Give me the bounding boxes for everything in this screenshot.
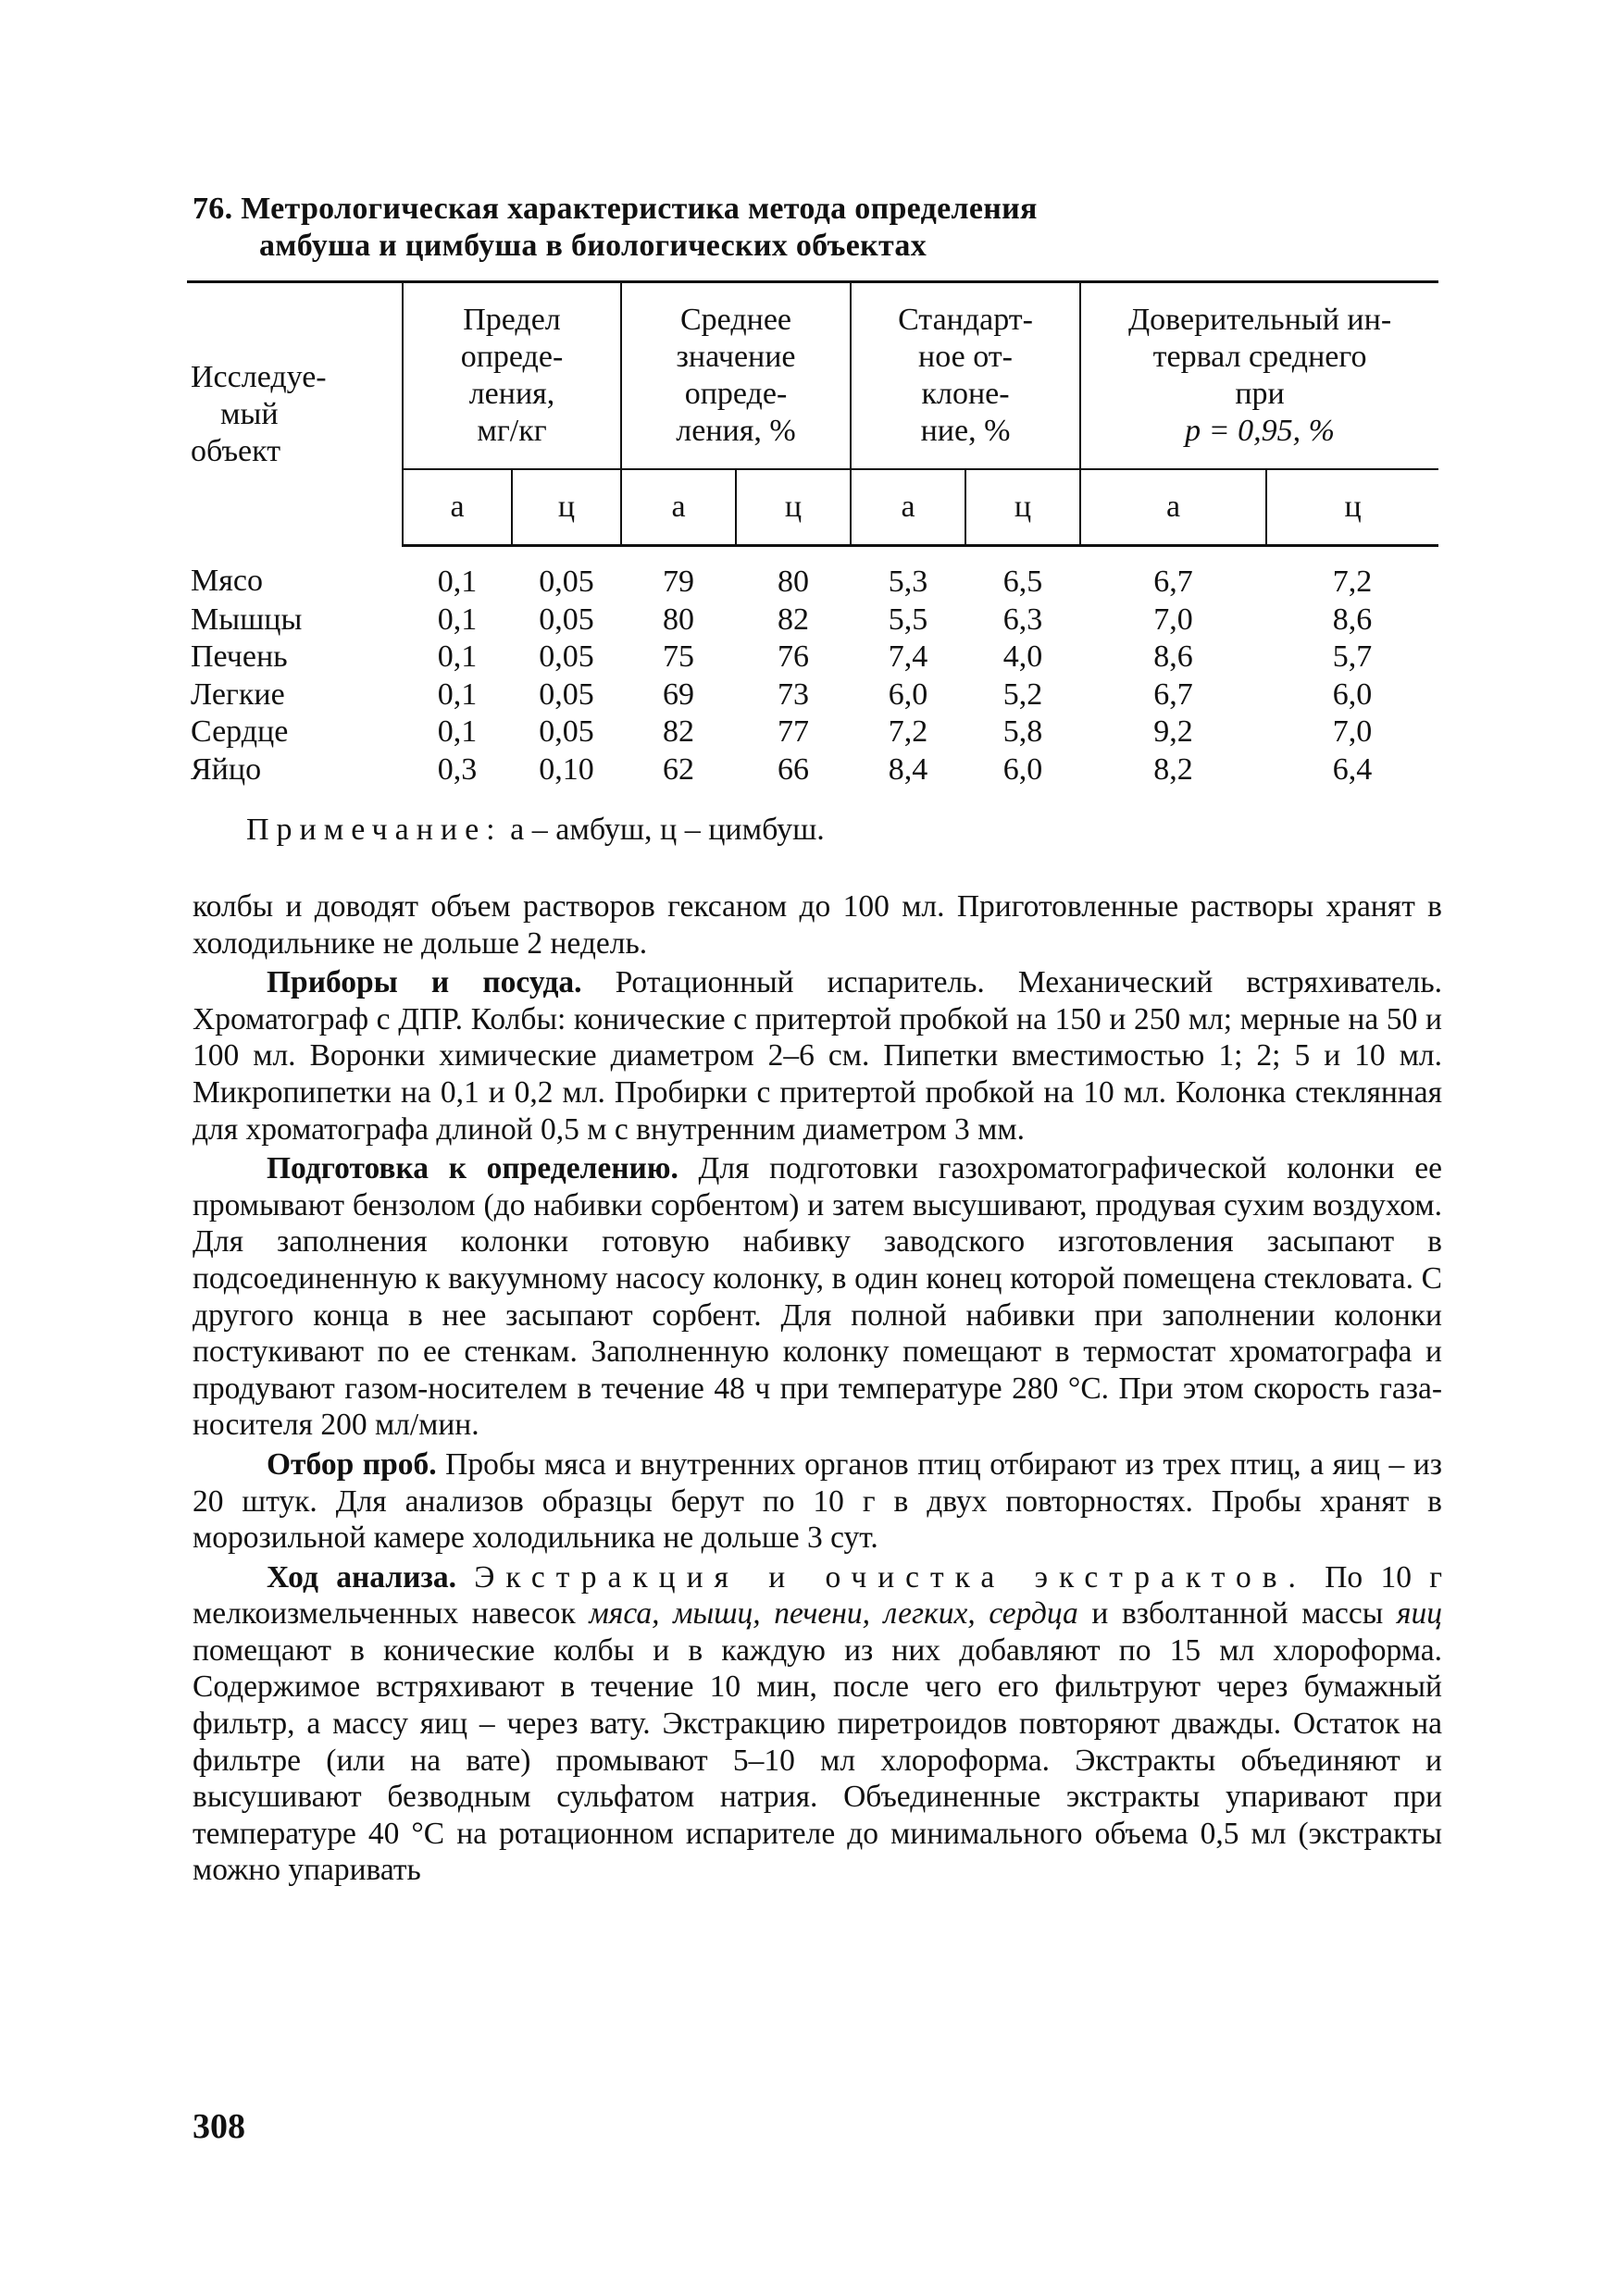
cell: 77 (778, 714, 809, 749)
header-confidence-interval: Доверительный ин- тервал среднего при p = 0,95, % (1080, 282, 1438, 470)
paragraph: Приборы и посуда. Ротационный испаритель. Механический встряхиватель. Хроматограф с ДПР. Колбы: конические с притертой пробкой на 150 и 250 мл; мерные на 50 и 100 мл. Воронки химические диаметром 2–6 см. Пипетки вместимостью 1; 2; 5 и 10 мл. Микропипетки на 0,1 и 0,2 мл. Пробирки с притертой пробкой на 10 мл. Колонка стеклянная для хроматографа длиной 0,5 м с внутренним диаметром 3 мм. (193, 965, 1442, 1147)
cell: 80 (663, 602, 694, 637)
cell: 0,1 (437, 676, 478, 712)
cell: 6,3 (1002, 602, 1043, 637)
table-note (246, 812, 825, 849)
cell: 69 (663, 676, 694, 712)
cell: 82 (663, 714, 694, 749)
page-number: 308 (193, 2107, 245, 2146)
table-row (187, 751, 1438, 789)
cell: 0,1 (437, 714, 478, 749)
subheader-a: а (851, 469, 965, 546)
subheader-c: ц (736, 469, 851, 546)
cell: 7,0 (1332, 714, 1373, 749)
cell: 80 (778, 565, 809, 599)
cell: 0,1 (437, 602, 478, 637)
cell: 7,2 (1332, 565, 1373, 599)
cell: 0,05 (539, 639, 594, 674)
cell: 5,8 (1002, 714, 1043, 749)
row-object-name: Мясо (191, 564, 263, 599)
cell: 8,6 (1153, 639, 1193, 674)
cell: 7,4 (888, 639, 928, 674)
header-detection-limit: Предел опреде- ления, мг/кг (403, 282, 621, 470)
cell: 6,5 (1002, 565, 1043, 599)
cell: 0,1 (437, 565, 478, 599)
cell: 82 (778, 602, 809, 637)
row-object-name: Яйцо (191, 751, 262, 787)
body-text (193, 888, 1442, 1892)
cell: 75 (663, 639, 694, 674)
paragraph: Ход анализа. Экстракция и очистка экстрактов. По 10 г мелкоизмельченных навесок мяса, мышц, печени, легких, сердца и взболтанной массы яиц помещают в конические колбы и в каждую из них добавляют по 15 мл хлороформа. Содержимое встряхивают в течение 10 мин, после чего его фильтруют через бумажный фильтр, а массу яиц – через вату. Экстракцию пиретроидов повторяют дважды. Остаток на фильтре (или на вате) промывают 5–10 мл хлороформа. Экстракты объединяют и высушивают безводным сульфатом натрия. Объединенные экстракты упаривают при температуре 40 °С на ротационном испарителе до минимального объема 0,5 мл (экстракты можно упаривать (193, 1559, 1442, 1888)
paragraph: Подготовка к определению. Для подготовки газохроматографической колонки ее промывают бензолом (до набивки сорбентом) и затем высушивают, продувая сухим воздухом. Для заполнения колонки готовую набивку заводского изготовления засыпают в подсоединенную к вакуумному насосу колонку, в один конец которой помещена стекловата. С другого конца в нее засыпают сорбент. Для полной набивки при заполнении колонки постукивают по ее стенкам. Заполненную колонку помещают в термостат хроматографа и продувают газом-носителем в течение 48 ч при температуре 280 °С. При этом скорость газа-носителя 200 мл/мин. (193, 1151, 1442, 1443)
paragraph-heading: Подготовка к определению. (267, 1151, 678, 1186)
paragraph-heading: Приборы и посуда. (267, 965, 582, 1000)
cell: 6,7 (1153, 676, 1193, 712)
paragraph: колбы и доводят объем растворов гексаном до 100 мл. Приготовленные растворы хранят в холодильнике не дольше 2 недель. (193, 889, 1442, 961)
row-object-name: Легкие (191, 676, 285, 712)
subheader-a: а (1080, 469, 1266, 546)
cell: 5,5 (888, 602, 928, 637)
cell: 6,4 (1332, 751, 1373, 787)
cell: 6,0 (1002, 751, 1043, 787)
table-title (193, 191, 1442, 265)
cell: 0,05 (539, 565, 594, 599)
metrology-table (187, 280, 1438, 788)
paragraph: Отбор проб. Пробы мяса и внутренних органов птиц отбирают из трех птиц, а яиц – из 20 штук. Для анализов образцы берут по 10 г в двух повторностях. Пробы хранят в морозильной камере холодильника не дольше 3 сут. (193, 1446, 1442, 1556)
table-row (187, 546, 1438, 602)
row-object-name: Сердце (191, 714, 289, 749)
table-row (187, 639, 1438, 676)
cell: 0,05 (539, 602, 594, 637)
cell: 66 (778, 751, 809, 787)
cell: 0,05 (539, 714, 594, 749)
cell: 6,7 (1153, 565, 1193, 599)
cell: 5,7 (1332, 639, 1373, 674)
subheader-c: ц (1266, 469, 1438, 546)
cell: 79 (663, 565, 694, 599)
table-title-line-2: амбуша и цимбуша в биологических объектах (259, 229, 927, 263)
subheader-c: ц (965, 469, 1080, 546)
row-object-name: Мышцы (191, 602, 303, 637)
cell: 7,2 (888, 714, 928, 749)
subheader-a: а (621, 469, 736, 546)
subheader-c: ц (512, 469, 621, 546)
cell: 0,3 (437, 751, 478, 787)
subheader-a: а (403, 469, 512, 546)
note-text: а – амбуш, ц – цимбуш. (502, 813, 825, 847)
cell: 73 (778, 676, 809, 712)
cell: 76 (778, 639, 809, 674)
cell: 6,0 (888, 676, 928, 712)
table-row (187, 602, 1438, 639)
cell: 0,10 (539, 751, 594, 787)
table-row (187, 714, 1438, 751)
cell: 8,6 (1332, 602, 1373, 637)
header-object: Исследуе- мый объект (187, 282, 403, 546)
note-lead: Примечание: (246, 813, 503, 847)
cell: 5,2 (1002, 676, 1043, 712)
table-title-line-1: 76. Метрологическая характеристика метода определения (193, 192, 1038, 226)
paragraph-heading: Отбор проб. (267, 1446, 437, 1482)
cell: 62 (663, 751, 694, 787)
cell: 6,0 (1332, 676, 1373, 712)
paragraph-heading: Ход анализа. (267, 1559, 456, 1595)
header-std-deviation: Стандарт- ное от- клоне- ние, % (851, 282, 1080, 470)
cell: 8,4 (888, 751, 928, 787)
cell: 9,2 (1153, 714, 1193, 749)
row-object-name: Печень (191, 639, 288, 674)
cell: 4,0 (1002, 639, 1043, 674)
cell: 0,1 (437, 639, 478, 674)
cell: 7,0 (1153, 602, 1193, 637)
cell: 8,2 (1153, 751, 1193, 787)
cell: 5,3 (888, 565, 928, 599)
header-mean-value: Среднее значение опреде- ления, % (621, 282, 851, 470)
table-row (187, 676, 1438, 714)
spaced-subheading: Экстракция и очистка экстрактов. (474, 1559, 1307, 1595)
cell: 0,05 (539, 676, 594, 712)
